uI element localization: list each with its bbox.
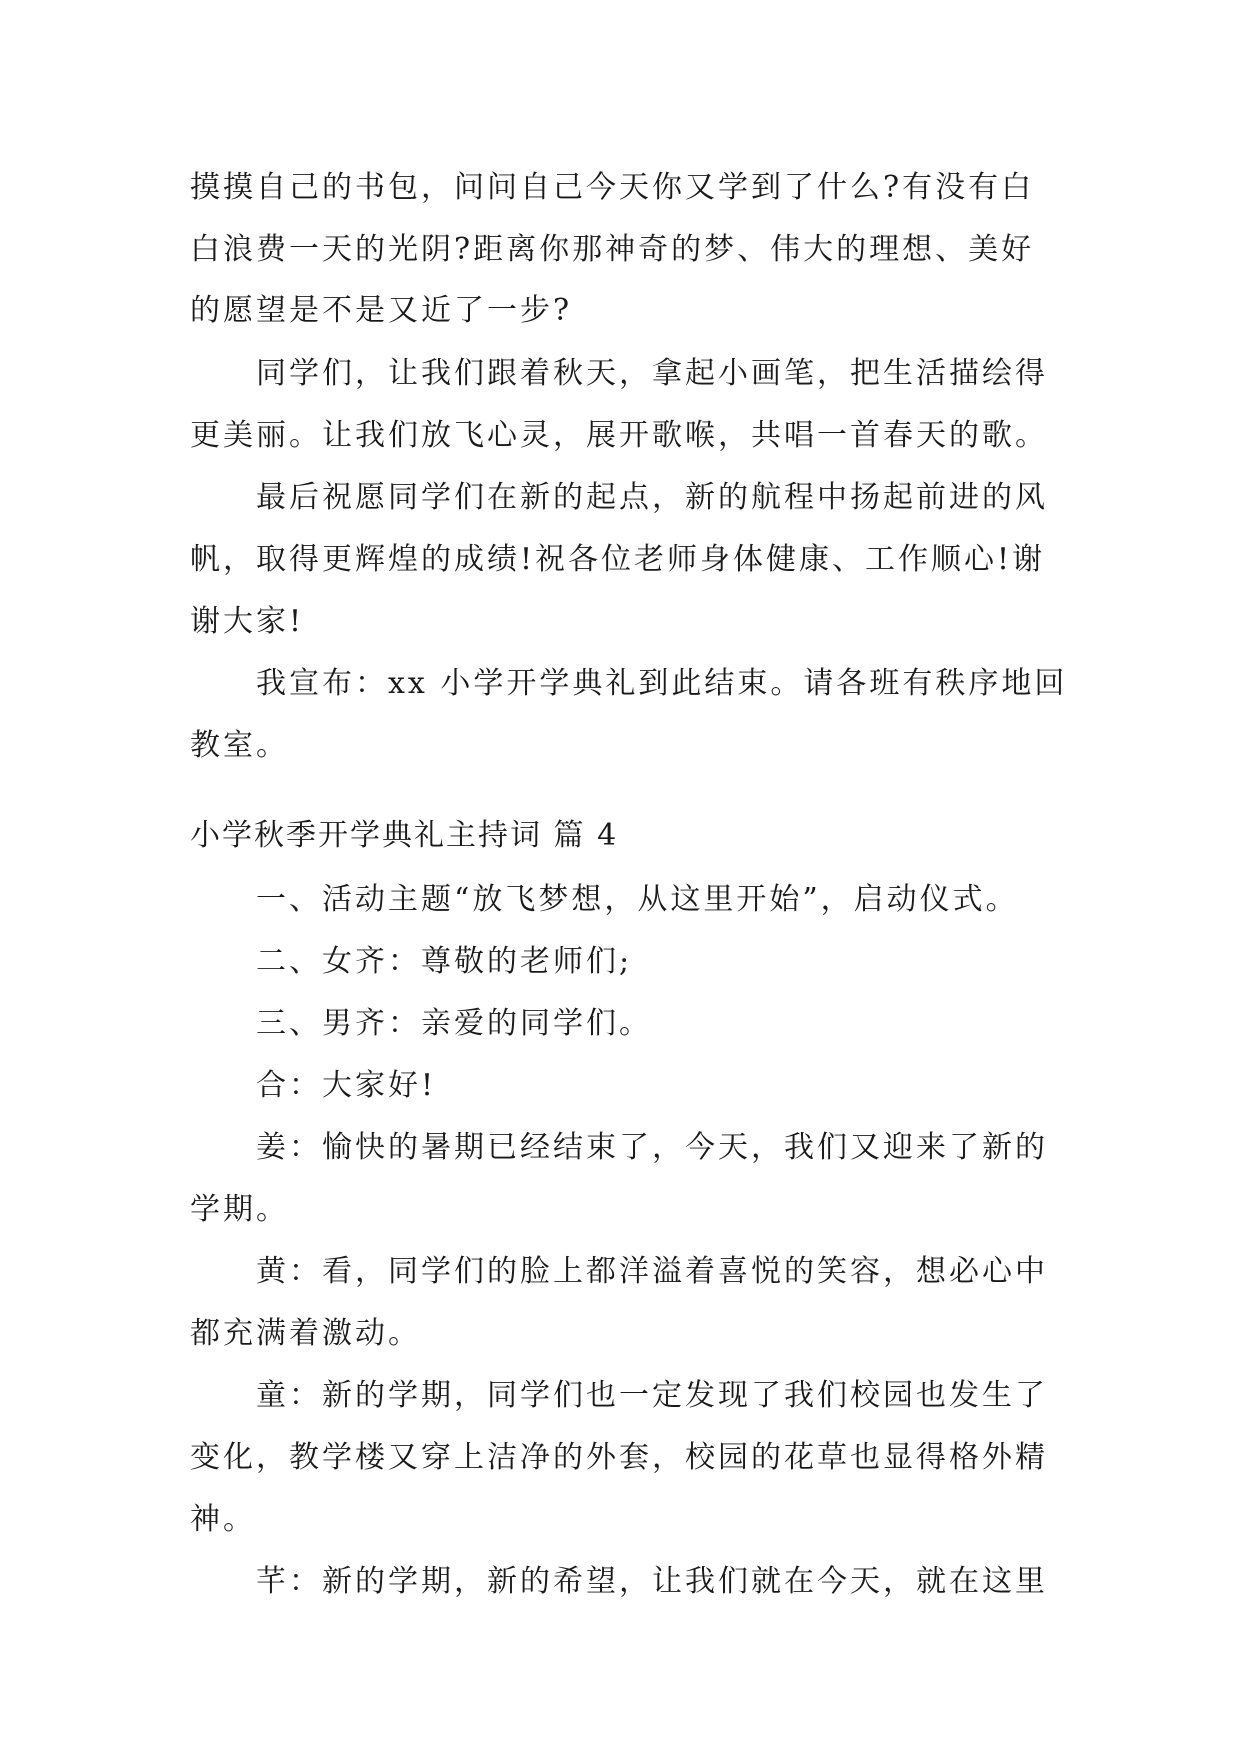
paragraph-line: 芊：新的学期，新的希望，让我们就在今天，就在这里 — [256, 1564, 1048, 1599]
paragraph-line: 我宣布：xx 小学开学典礼到此结束。请各班有秩序地回 — [256, 666, 1068, 701]
paragraph-line: 学期。 — [190, 1192, 289, 1227]
paragraph-line: 摸摸自己的书包，问问自己今天你又学到了什么?有没有白 — [190, 170, 1035, 205]
paragraph-line: 童：新的学期，同学们也一定发现了我们校园也发生了 — [256, 1378, 1048, 1413]
paragraph-line: 帆，取得更辉煌的成绩!祝各位老师身体健康、工作顺心!谢 — [190, 542, 1046, 577]
paragraph-line: 合：大家好! — [256, 1068, 437, 1103]
paragraph-line: 教室。 — [190, 728, 289, 763]
paragraph-line: 白浪费一天的光阴?距离你那神奇的梦、伟大的理想、美好 — [190, 232, 1035, 267]
paragraph-line: 的愿望是不是又近了一步? — [190, 293, 573, 328]
paragraph-line: 变化，教学楼又穿上洁净的外套，校园的花草也显得格外精 — [190, 1440, 1048, 1475]
paragraph-line: 姜：愉快的暑期已经结束了，今天，我们又迎来了新的 — [256, 1130, 1048, 1165]
paragraph-line: 黄：看，同学们的脸上都洋溢着喜悦的笑容，想必心中 — [256, 1254, 1048, 1289]
paragraph-line: 谢大家! — [190, 604, 305, 639]
section-heading: 小学秋季开学典礼主持词 篇 4 — [190, 818, 619, 853]
paragraph-line: 一、活动主题“放飞梦想，从这里开始”，启动仪式。 — [256, 882, 1019, 917]
paragraph-line: 更美丽。让我们放飞心灵，展开歌喉，共唱一首春天的歌。 — [190, 418, 1048, 453]
paragraph-line: 神。 — [190, 1502, 256, 1537]
paragraph-line: 最后祝愿同学们在新的起点，新的航程中扬起前进的风 — [256, 480, 1048, 515]
paragraph-line: 都充满着激动。 — [190, 1316, 421, 1351]
paragraph-line: 二、女齐：尊敬的老师们; — [256, 944, 633, 979]
paragraph-line: 三、男齐：亲爱的同学们。 — [256, 1006, 652, 1041]
paragraph-line: 同学们，让我们跟着秋天，拿起小画笔，把生活描绘得 — [256, 356, 1048, 391]
